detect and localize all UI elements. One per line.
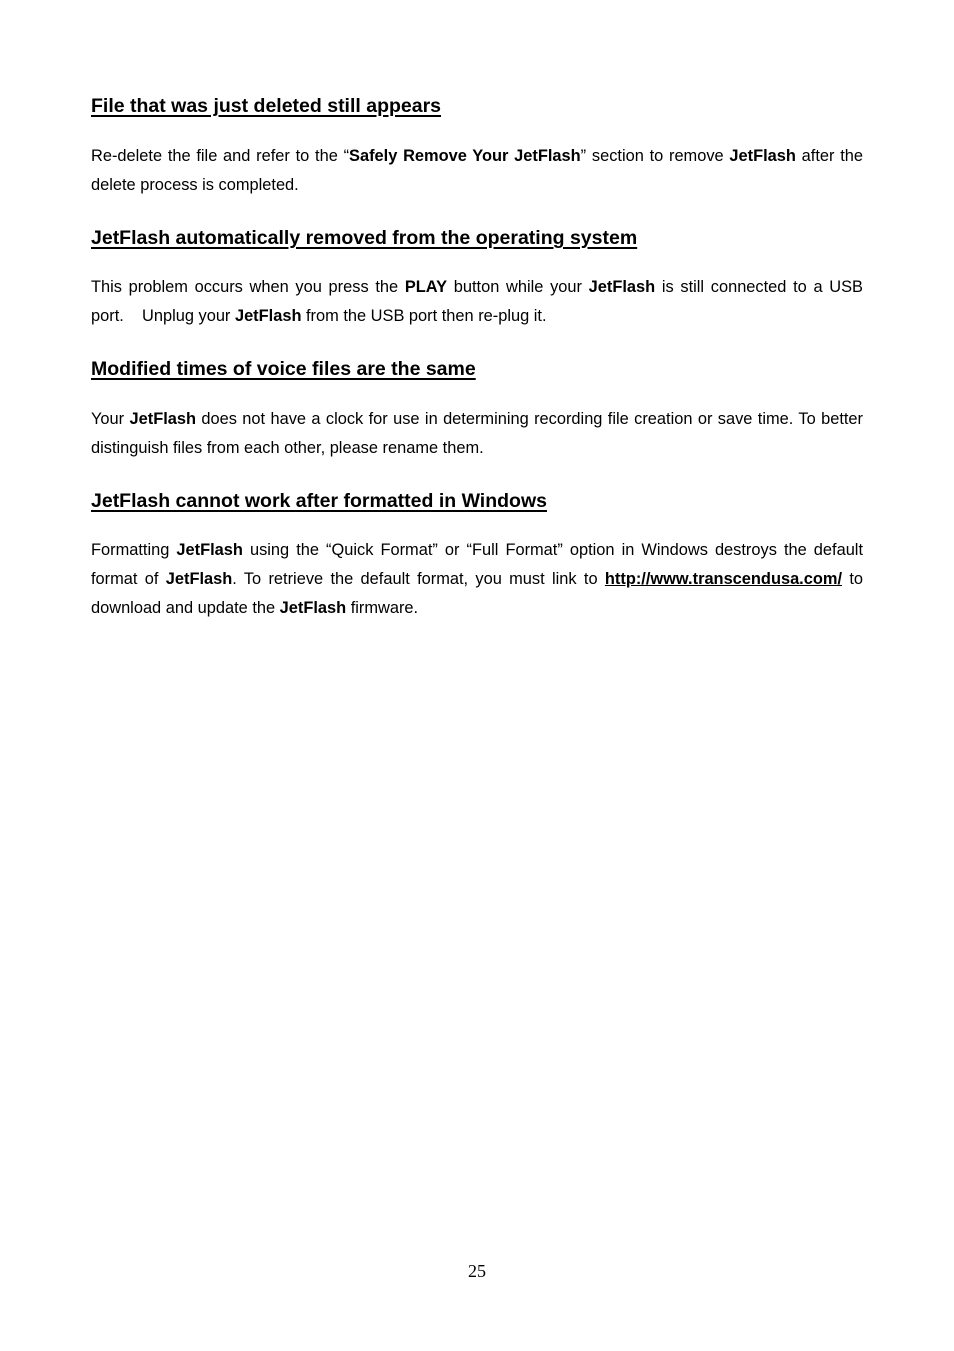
section-paragraph-format-windows: Formatting JetFlash using the “Quick Format” or “Full Format” option in Windows destroys the default format of JetFlash. To retrieve the default format, you must link to http://www.transcendusa.com/ to download and update the JetFlash firmware. xyxy=(91,541,863,617)
section-heading-modified-times: Modified times of voice files are the same xyxy=(91,358,476,380)
section-heading-format-windows: JetFlash cannot work after formatted in Windows xyxy=(91,490,547,512)
section-heading-deleted-file: File that was just deleted still appears xyxy=(91,95,442,117)
page-number: 25 xyxy=(468,1261,486,1281)
section-paragraph-modified-times: Your JetFlash does not have a clock for use in determining recording file creation or save time. To better distinguish files from each other, please rename them. xyxy=(91,410,863,457)
section-paragraph-deleted-file: Re-delete the file and refer to the “Safely Remove Your JetFlash” section to remove JetFlash after the delete process is completed. xyxy=(91,147,863,194)
section-paragraph-auto-removed: This problem occurs when you press the PLAY button while your JetFlash is still connected to a USB port. Unplug your JetFlash from the USB port then re-plug it. xyxy=(91,278,868,325)
section-heading-auto-removed: JetFlash automatically removed from the operating system xyxy=(91,227,638,249)
transcend-website-link[interactable]: http://www.transcendusa.com/ xyxy=(604,570,842,588)
